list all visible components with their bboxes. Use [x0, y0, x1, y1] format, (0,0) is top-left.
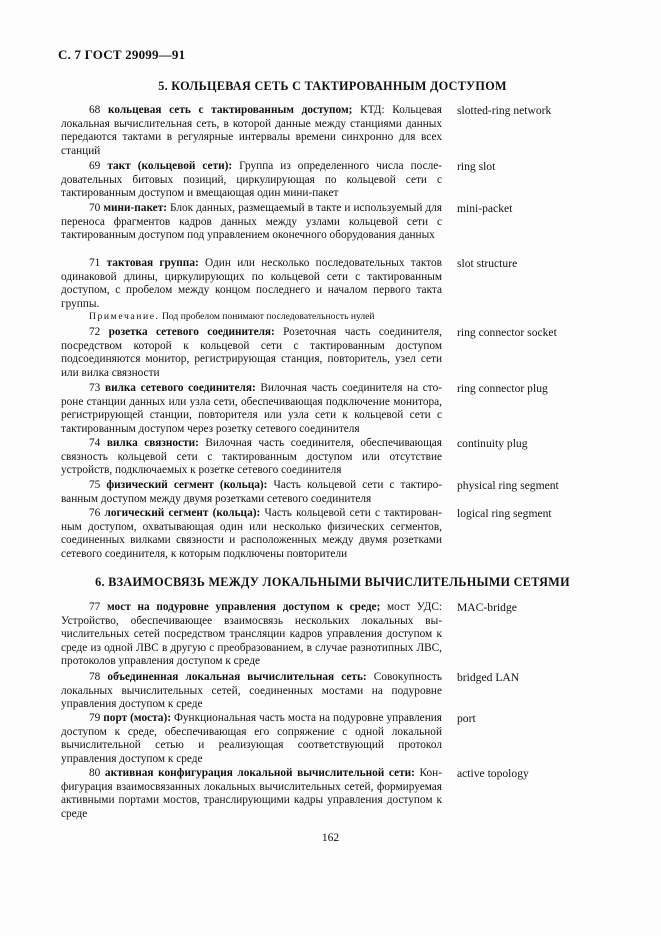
term-entry-72: [61, 326, 442, 380]
term-ru: мини-пакет:: [103, 202, 168, 214]
term-entry-68: [61, 104, 442, 158]
entry-number: 76: [89, 507, 101, 519]
term-en-72: ring connector socket: [457, 326, 557, 339]
entry-number: 70: [89, 202, 101, 214]
term-entry-76: [61, 507, 442, 561]
section-title-6: 6. ВЗАИМОСВЯЗЬ МЕЖДУ ЛОКАЛЬНЫМИ ВЫЧИСЛИТЕЛЬНЫМИ СЕТЯМИ: [95, 575, 570, 589]
note-label: Примечание.: [89, 311, 160, 322]
entry-number: 68: [89, 104, 101, 116]
term-ru: порт (моста):: [103, 712, 171, 724]
entry-number: 78: [89, 671, 101, 683]
entry-number: 73: [89, 382, 101, 394]
term-definition: Часть кольцевой сети с тактированным доступом между двумя розетками сетевого соединителя: [61, 479, 443, 505]
term-definition: мост УДС: Устройство, обеспечивающее взаимосвязь нескольких локальных вычислительных сетей посредством трансляции кадров управления доступом к среде из одной ЛВС в другую с преобразованием, в случае разнотипных ЛВС, протоколов управления доступом к среде: [61, 601, 442, 668]
term-en-79: port: [457, 712, 476, 725]
entry-number: 72: [89, 326, 101, 338]
term-en-76: logical ring segment: [457, 507, 552, 520]
term-en-70: mini-packet: [457, 202, 513, 215]
term-ru: логический сегмент (кольца):: [104, 507, 261, 519]
term-ru: мост на подуровне управления доступом к среде;: [107, 601, 381, 613]
term-ru: тактовая группа:: [106, 257, 199, 269]
term-entry-73: [61, 382, 442, 436]
entry-number: 80: [89, 767, 101, 779]
note: [61, 311, 461, 323]
entry-number: 69: [89, 160, 101, 172]
term-en-71: slot structure: [457, 257, 518, 270]
term-definition: Часть кольцевой сети с тактированным доступом, охватывающая один или несколько физических сегментов, соединенных вилками связности и расположенных между двумя розетками сетевого соединителя, к которым подключены повторители: [61, 507, 442, 560]
entry-number: 71: [89, 257, 101, 269]
term-definition: Один или несколько последовательных тактов одинаковой длины, циркулирующих по кольцевой сети с тактированным доступом, с пробелом между концом последнего и началом первого такта группы.: [61, 257, 442, 310]
section-title-5: 5. КОЛЬЦЕВАЯ СЕТЬ С ТАКТИРОВАННЫМ ДОСТУПОМ: [158, 79, 507, 93]
term-definition: Розеточная часть соединителя, посредством которой к кольцевой сети с тактированным доступом подсоединяются монитор, регистрирующая станция, повторитель, узел сети или вилка связности: [61, 326, 442, 379]
term-entry-77: [61, 601, 442, 669]
term-ru: вилка сетевого соединителя:: [104, 382, 256, 394]
term-ru: розетка сетевого соединителя:: [108, 326, 275, 338]
term-entry-75: [61, 479, 442, 506]
entry-number: 79: [89, 712, 101, 724]
term-ru: физический сегмент (кольца):: [106, 479, 268, 491]
entry-number: 74: [89, 437, 101, 449]
term-entry-74: [61, 437, 442, 478]
term-en-73: ring connector plug: [457, 382, 548, 395]
entry-number: 75: [89, 479, 101, 491]
term-en-75: physical ring segment: [457, 479, 559, 492]
term-ru: вилка связности:: [106, 437, 199, 449]
term-ru: такт (кольцевой сети):: [107, 160, 233, 172]
term-ru: объединенная локальная вычислительная сеть:: [107, 671, 367, 683]
term-entry-78: [61, 671, 442, 712]
term-definition: Вилочная часть соединителя на стороне станции данных или узла сети, обеспечивающая подключение монитора, регистрирующей станции, повторителя или узла сети к кольцевой сети с тактированным доступом через розетку сетевого соединителя: [61, 382, 443, 435]
term-entry-79: [61, 712, 442, 766]
term-definition: Группа из определенного числа последовательных битовых позиций, циркулирующая по кольцевой сети с тактированным доступом и вмещающая один мини-пакет: [61, 160, 442, 200]
term-definition: Совокупность локальных вычислительных сетей, соединенных мостами на подуровне управления доступом к среде: [61, 671, 442, 711]
term-definition: Блок данных, размещаемый в такте и используемый для переноса фрагментов кадров данных между узлами кольцевой сети с тактированным доступом под управлением оконечного оборудования данных: [61, 202, 442, 242]
term-entry-80: [61, 767, 442, 821]
term-definition: Вилочная часть соединителя, обеспечивающая связность кольцевой сети с тактированным доступом или отсутствие устройств, подключаемых к розетке сетевого соединителя: [61, 437, 442, 477]
term-en-80: active topology: [457, 767, 529, 780]
term-entry-70: [61, 202, 442, 243]
term-en-77: MAC-bridge: [457, 601, 517, 614]
term-definition: КТД: Кольцевая локальная вычислительная сеть, в которой данные между станциями данных передаются тактами в регулярные интервалы времени синхронно для всех станций: [61, 104, 443, 157]
term-en-68: slotted-ring network: [457, 104, 552, 117]
page-number: 162: [321, 832, 340, 844]
entry-number: 77: [89, 601, 101, 613]
note-text: Под пробелом понимают последовательность нулей: [159, 311, 375, 322]
term-en-78: bridged LAN: [457, 671, 520, 684]
term-entry-69: [61, 160, 442, 201]
term-en-74: continuity plug: [457, 437, 528, 450]
page-header: С. 7 ГОСТ 29099—91: [58, 47, 186, 62]
term-ru: кольцевая сеть с тактированным доступом;: [107, 104, 353, 116]
term-en-69: ring slot: [457, 160, 496, 173]
term-definition: Функциональная часть моста на подуровне управления доступом к среде, обеспечивающая его сопряжение с одной локальной вычислительной сетью и реализующая соответствующий протокол управления доступом к среде: [61, 712, 442, 765]
term-entry-71: [61, 257, 442, 311]
term-definition: Конфигурация взаимосвязанных локальных вычислительных сетей, формируемая активными портами мостов, транслирующими кадры управления доступом к среде: [61, 767, 442, 820]
term-ru: активная конфигурация локальной вычислительной сети:: [104, 767, 415, 779]
